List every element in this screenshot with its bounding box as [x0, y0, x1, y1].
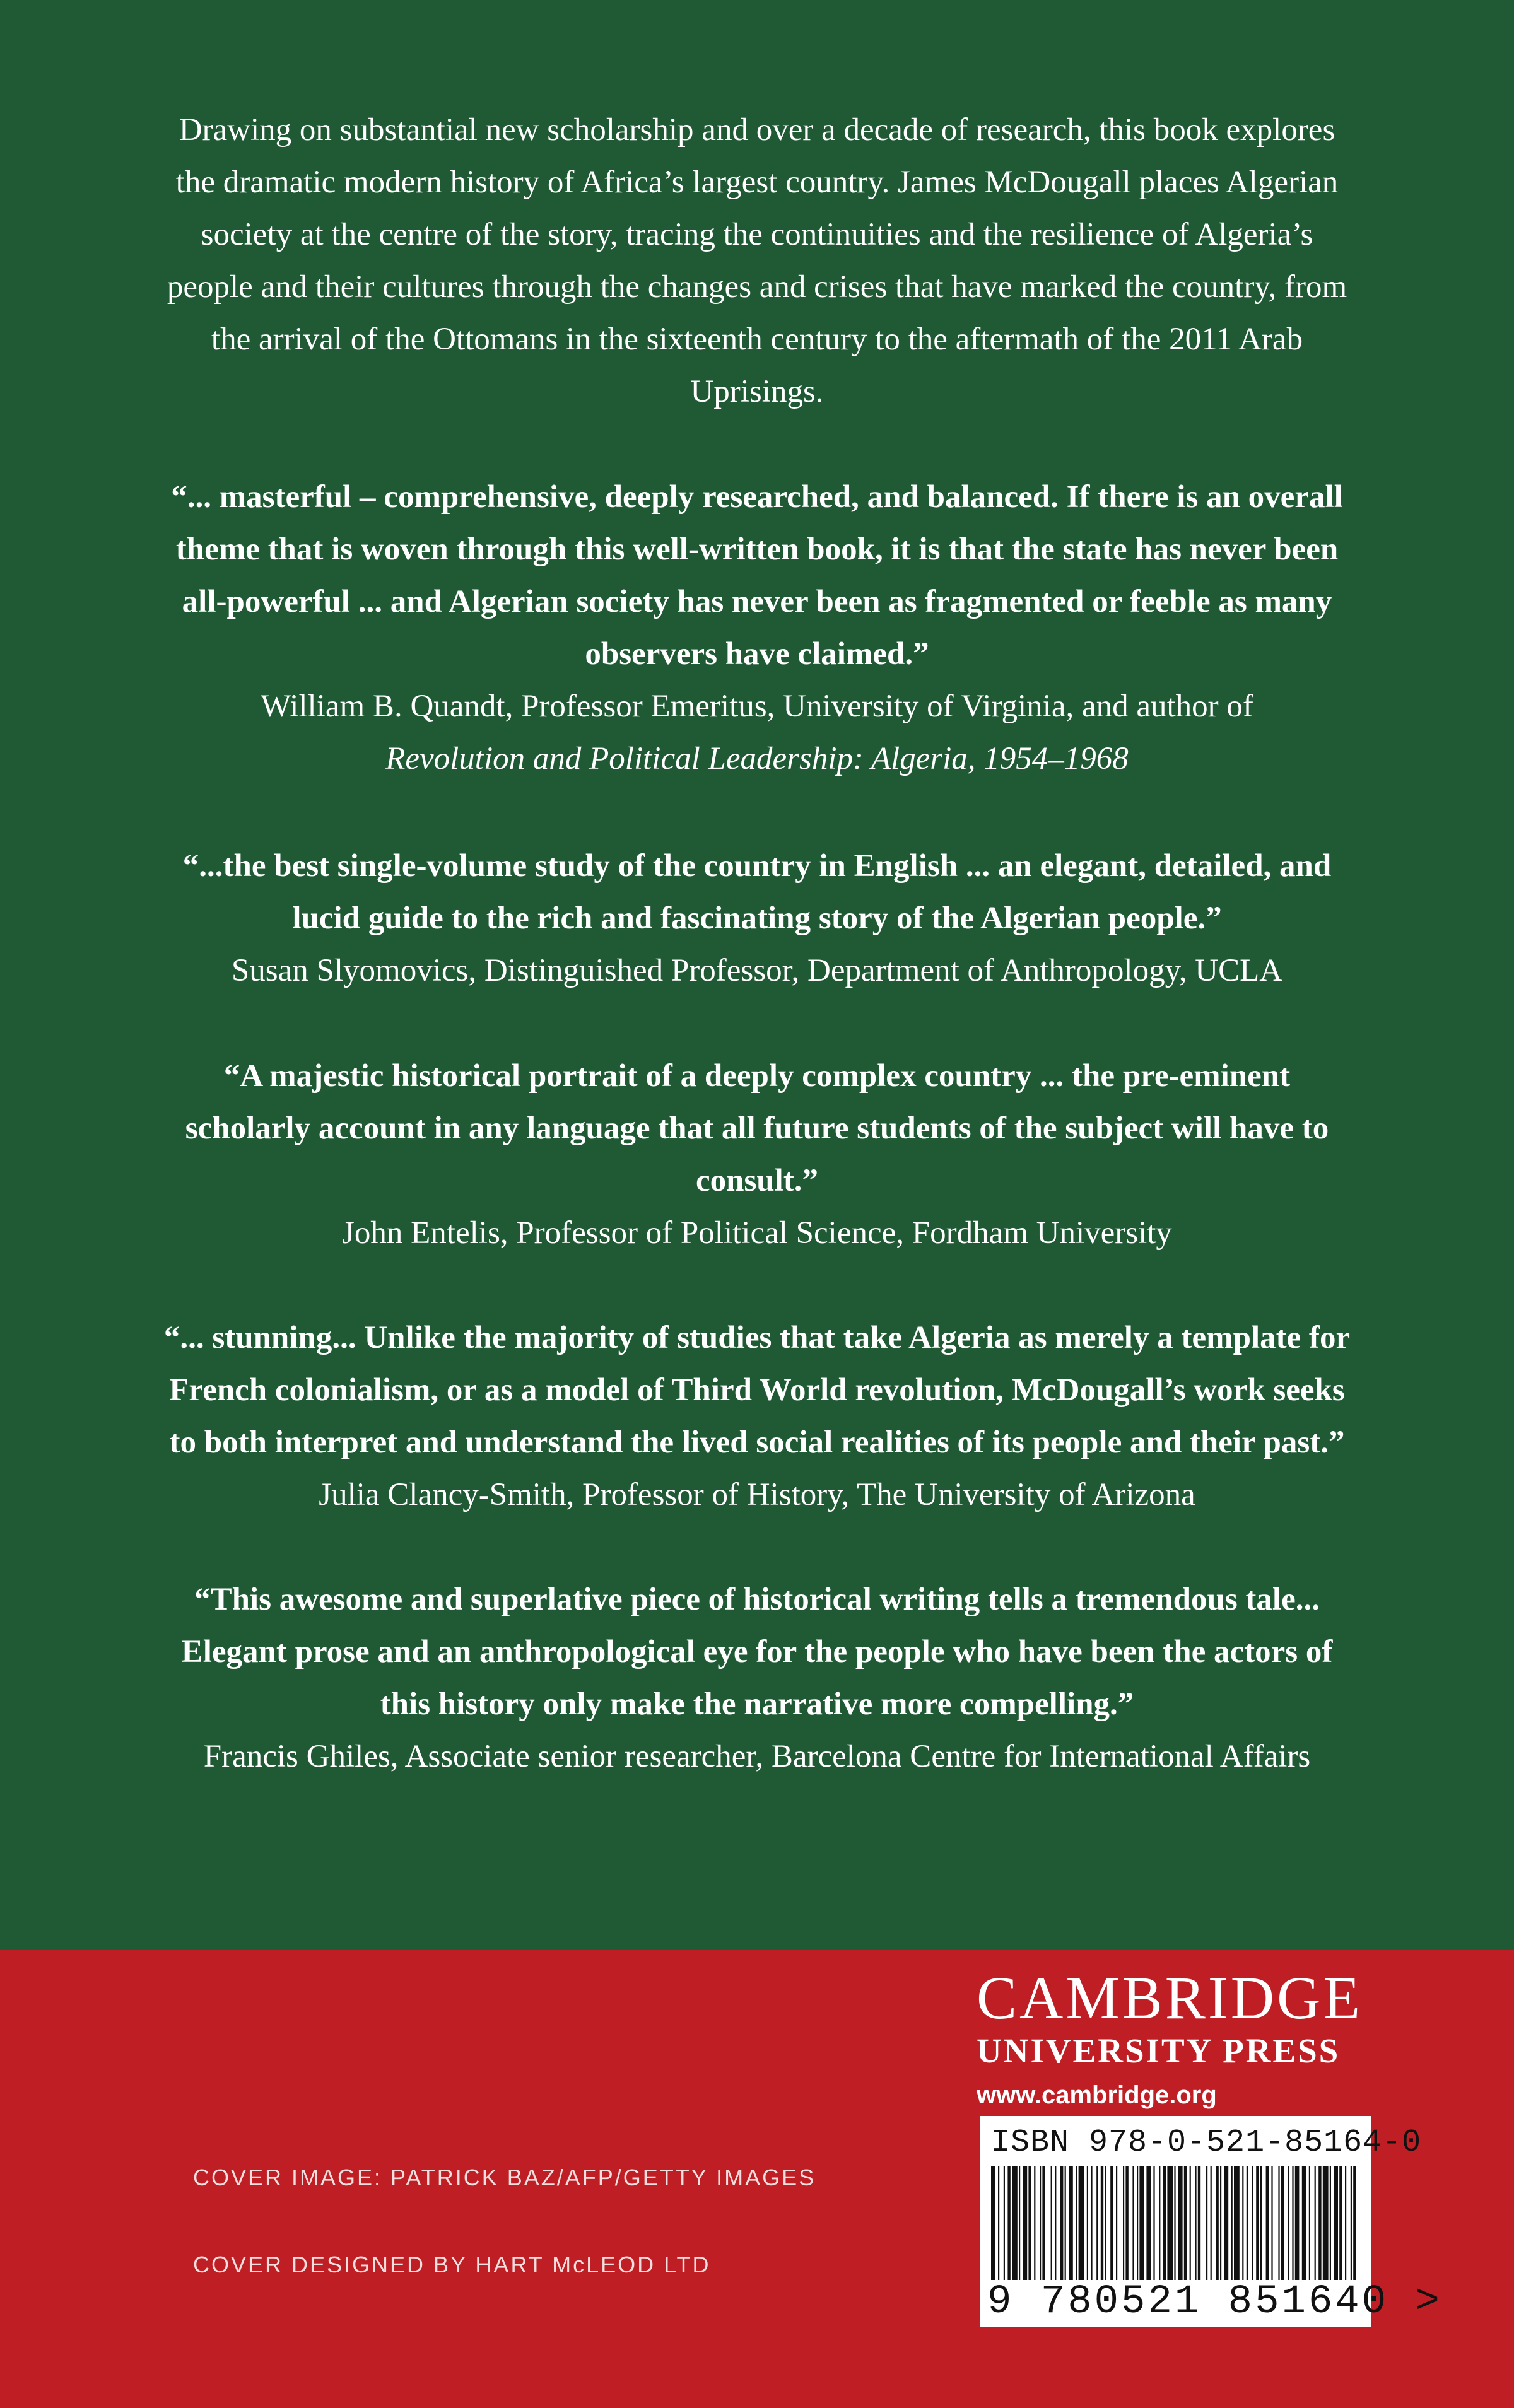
barcode-bar [1353, 2166, 1356, 2280]
barcode-bar [1234, 2166, 1240, 2280]
barcode-bar [1220, 2166, 1221, 2280]
barcode-bar [1125, 2166, 1128, 2280]
barcode-bar [1351, 2166, 1352, 2280]
endorsement-attribution: John Entelis, Professor of Political Science, Fordham University [342, 1215, 1172, 1251]
barcode-bar [1247, 2166, 1248, 2280]
barcode-bar [1023, 2166, 1028, 2280]
barcode-bar [1271, 2166, 1272, 2280]
barcode-bar [1055, 2166, 1056, 2280]
barcode-bar [1211, 2166, 1212, 2280]
endorsement-quote: “... stunning... Unlike the majority of studies that take Algeria as merely a template for French colonialism, or as a model of Third World revolution, McDougall’s work seeks to both interpret and understand the lived social realities of its people and their past.” [163, 1320, 1351, 1460]
endorsement-quote: “...the best single-volume study of the country in English ... an elegant, detailed, and lucid guide to the rich and fascinating story of the Algerian people.” [182, 848, 1332, 936]
barcode-bar [1184, 2166, 1187, 2280]
endorsement-attribution: Julia Clancy-Smith, Professor of History, The University of Arizona [319, 1477, 1195, 1512]
barcode-bar [1132, 2166, 1134, 2280]
barcode-bar [1206, 2166, 1207, 2280]
barcode-bar [1288, 2166, 1289, 2280]
barcode-bar [1256, 2166, 1259, 2280]
endorsement-attribution: William B. Quandt, Professor Emeritus, University of Virginia, and author of [261, 689, 1253, 724]
barcode-bar [1178, 2166, 1183, 2280]
barcode-bar [1159, 2166, 1160, 2280]
publisher-subname: UNIVERSITY PRESS [977, 2031, 1341, 2070]
barcode-bar [1339, 2166, 1342, 2280]
barcode-bar [1105, 2166, 1106, 2280]
barcode-bar [1069, 2166, 1073, 2280]
barcode-bar [1174, 2166, 1175, 2280]
barcode-bar [1195, 2166, 1196, 2280]
barcode-bar [1034, 2166, 1035, 2280]
barcode-bar [991, 2166, 995, 2280]
barcode-bar [1060, 2166, 1063, 2280]
barcode-bar [1153, 2166, 1154, 2280]
endorsement-quote: “... masterful – comprehensive, deeply researched, and balanced. If there is an overall theme that is woven through this well-written book, it is that the state has never been all-powerful ... and Algerian society has never been as fragmented or feeble as many observers have claimed.” [171, 479, 1343, 672]
barcode-bar [1079, 2166, 1084, 2280]
barcode-bar [1345, 2166, 1346, 2280]
barcode-bar [1295, 2166, 1300, 2280]
endorsement-attribution: Francis Ghiles, Associate senior researcher, Barcelona Centre for International Affairs [203, 1739, 1311, 1774]
endorsement-book-title: Revolution and Political Leadership: Algeria, 1954–1968 [385, 741, 1129, 776]
barcode-bar [1040, 2166, 1041, 2280]
barcode-bar [1198, 2166, 1200, 2280]
barcode-bar [1315, 2166, 1316, 2280]
barcode-bar [1292, 2166, 1293, 2280]
endorsement-5 [158, 1574, 1356, 1783]
barcode-bar [1281, 2166, 1284, 2280]
barcode-bar [1087, 2166, 1088, 2280]
barcode-bar [1260, 2166, 1262, 2280]
barcode-bar [1004, 2166, 1005, 2280]
barcode-bar [1110, 2166, 1113, 2280]
endorsement-4 [158, 1312, 1356, 1521]
endorsement-2 [158, 840, 1356, 997]
cover-design-credit: COVER DESIGNED BY HART McLEOD LTD [193, 2252, 711, 2277]
barcode-bar [1139, 2166, 1144, 2280]
barcode-bar [1101, 2166, 1103, 2280]
barcode-bar [1163, 2166, 1166, 2280]
barcode-bar [1028, 2166, 1031, 2280]
barcode-bar [1266, 2166, 1269, 2280]
endorsement-quote: “A majestic historical portrait of a deeply complex country ... the pre-eminent scholarly account in any language that all future students of the subject will have to consult.” [185, 1058, 1329, 1198]
endorsement-3 [158, 1050, 1356, 1260]
barcode-bar [1334, 2166, 1338, 2280]
barcode-bar [1242, 2166, 1243, 2280]
barcode-bar [1146, 2166, 1151, 2280]
barcode-bar [1190, 2166, 1191, 2280]
barcode-bar [1167, 2166, 1173, 2280]
barcode-bar [1051, 2166, 1052, 2280]
barcode-bar [1007, 2166, 1010, 2280]
barcode-digits: 9 780521 851640 > [987, 2279, 1442, 2325]
barcode-bar [1302, 2166, 1306, 2280]
barcode-bar [1091, 2166, 1092, 2280]
barcode-bar [1252, 2166, 1253, 2280]
endorsement-attribution: Susan Slyomovics, Distinguished Professor, Department of Anthropology, UCLA [231, 953, 1283, 988]
barcode-bar [1123, 2166, 1124, 2280]
description-text: Drawing on substantial new scholarship and over a decade of research, this book explores the dramatic modern history of Africa’s largest country. James McDougall places Algerian society at the centre of the story, tracing the continuities and the resilience of Algeria’s people and their cultures through the changes and crises that have marked the country, from the arrival of the Ottomans in the sixteenth century to the aftermath of the 2011 Arab Uprisings. [167, 112, 1347, 409]
barcode-bar [1231, 2166, 1233, 2280]
barcode-bar [1019, 2166, 1020, 2280]
endorsement-1 [158, 471, 1356, 785]
barcode-bars [989, 2166, 1362, 2280]
publisher-url: www.cambridge.org [977, 2081, 1217, 2109]
barcode-bar [1216, 2166, 1218, 2280]
publisher-name: CAMBRIDGE [977, 1964, 1363, 2031]
barcode-bar [1137, 2166, 1138, 2280]
barcode-bar [1065, 2166, 1066, 2280]
barcode-bar [1096, 2166, 1098, 2280]
isbn-label: ISBN 978-0-521-85164-0 [991, 2125, 1422, 2161]
cover-image-credit: COVER IMAGE: PATRICK BAZ/AFP/GETTY IMAGES [193, 2165, 816, 2190]
barcode-bar [1042, 2166, 1045, 2280]
barcode-bar [1224, 2166, 1229, 2280]
endorsement-quote: “This awesome and superlative piece of historical writing tells a tremendous tale... Elegant prose and an anthropological eye for the people who have been the actors of this history only make the narrative more compelling.” [181, 1582, 1333, 1722]
barcode-bar [1278, 2166, 1279, 2280]
barcode-bar [1330, 2166, 1331, 2280]
barcode-bar [1309, 2166, 1310, 2280]
isbn-barcode [980, 2116, 1442, 2327]
barcode-bar [1076, 2166, 1077, 2280]
barcode-bar [998, 2166, 999, 2280]
barcode-bar [1323, 2166, 1329, 2280]
book-description [158, 104, 1356, 418]
barcode-bar [1012, 2166, 1018, 2280]
barcode-bar [1318, 2166, 1321, 2280]
barcode-bar [1116, 2166, 1117, 2280]
publisher-logo [977, 1964, 1379, 2110]
